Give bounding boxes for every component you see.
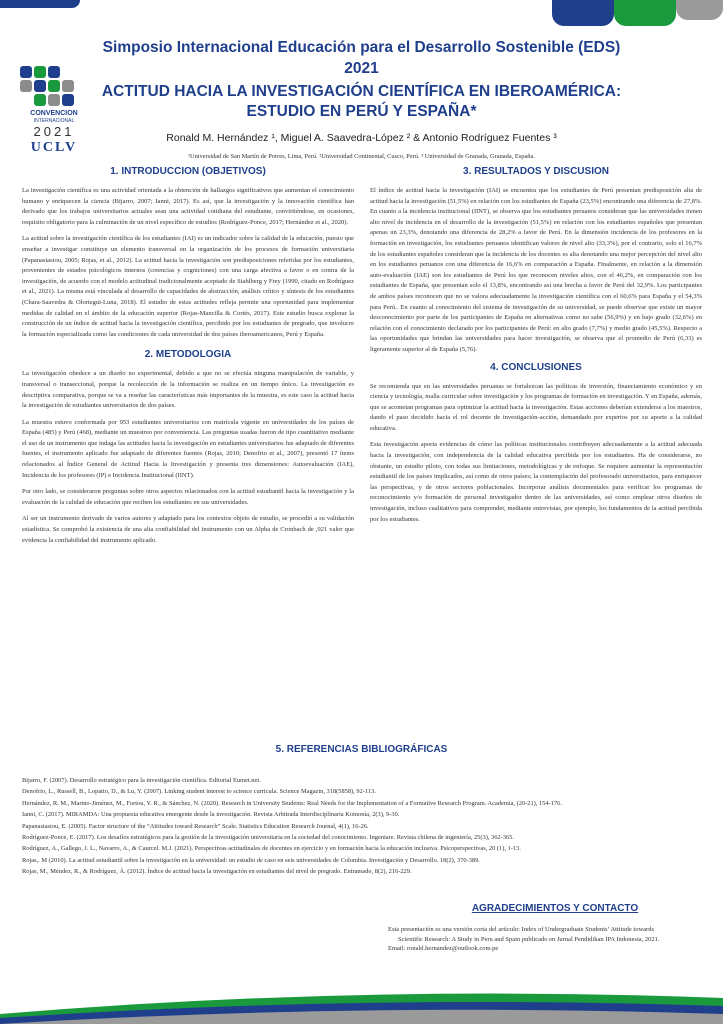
poster-title-line1: ACTITUD HACIA LA INVESTIGACIÓN CIENTÍFICA EN IBEROAMÉRICA: bbox=[101, 83, 622, 100]
reference-item: Bijarro, F. (2007). Desarrollo estratégico para la investigación científica. Editorial Eumet.net. bbox=[22, 777, 261, 784]
results-heading: 3. RESULTADOS Y DISCUSION bbox=[463, 166, 609, 177]
reference-item: Rojas,. M (2010). La actitud estudiantil sobre la investigación en la universidad: un estudio de caso en seis universidades de Colombia. Investigación y Desarrollo. 18(2), 370-389. bbox=[22, 856, 480, 864]
method-paragraph: La muestra estuvo conformada por 953 estudiantes universitarios con matrícula vigente en universidades de los países de España (485) y Perú (468), mediante un muestreo por conveniencia. Las preguntas usadas fueron de tipo cuantitativo mediante el uso de un instrumento que indaga las actitudes hacia la investigación en estudiantes universitarios fue adaptado de diferentes fuentes, el instrumento aplicado fue adaptado de diferentes fuentes (Rojas, 2010; Denofrio et al., 2007), presentó 17 ítems relacionados al Índice General de Actitud Hacia la Investigación y presenta tres dimensiones: Autoevaluación (IAE), Incidencia de los profesores (IP) e Incidencia Institucional (IINT). bbox=[22, 418, 354, 479]
reference-item: Ianni, C. (2017). MIRAMDA: Una propuesta educativa emergente desde la investigación. Revista Arbitrada Interdisciplinaria Koinonía, 2(3), 9-30. bbox=[22, 811, 400, 819]
left-column bbox=[22, 166, 354, 552]
results-paragraph: El índice de actitud hacia la investigación (IAI) se encuentra que los estudiantes de Perú presentan predisposición alta de actitud hacia la investigación (51,5%) en relación con los estudiantes de España (23,5%) encontrando una diferencia de 27,8%. En cuanto a la incidencia institucional (IINT), se observa que los estudiantes peruanos consideran que las universidades tienen alto nivel de incidencia en el desarrollo de la investigación (51,5%) en relación con los estudiantes españoles que presentan apenas un 23,3%, denotando una diferencia de 28,2% a favor de Perú. En la dimensión incidencia de los profesores en la formación en investigación, los estudiantes peruanos identifican valores de nivel alto (33,3%), por el contrario, solo el 16,7% de los estudiantes españoles consideran que la incidencia de los docentes es alta denotando una mejor percepción del nivel alto en los estudiantes peruanos con una diferencia de 16,6% en comparación a España. Finalmente, en relación a la dimensión auto-evaluación (IAE) son los estudiantes de Perú los que reconocen niveles altos, con el 46,2%, en comparación con los estudiantes de España, que presentan solo el 13,8%, encontrando así una brecha a favor de Perú del 32,9%. Los participantes de ambos países reconocen que no se valora adecuadamente la investigación científica con el 60,6% para España y el 54,3% para Perú.. En cuanto al conocimiento del sistema de investigación de su universidad, se puede observar que existe un mayor desconocimiento por parte de los participantes de España en alternativas como no sabe (56,9%) y en bajo grado (32,6%) en relación con el conocimiento declarado por los participantes de Perú: en alto grado (7,7%) y medio grado (45,5%). Respecto a las oportunidades que brindan las universidades para hacer investigación, se observa que el promedio de Perú (6,33) es ligeramente superior al de España (5,76). bbox=[370, 187, 702, 353]
decor-bar-top-gray bbox=[676, 0, 723, 20]
reference-item: Rodríguez-Ponce, E. (2017). Los desafíos estratégicos para la gestión de la investigación universitaria en la sociedad del conocimiento. Ingeniare. Revista chilena de ingeniería, 25(3), 362-365. bbox=[22, 834, 514, 842]
conclusions-paragraph: Esta investigación aporta evidencias de cómo las políticas institucionales contribuyen adecuadamente a la actitud adecuada hacia la investigación, con independencia de la calidad educativa percibida por los estudiantes. Ha de considerarse, no obstante, un estudio piloto, con todas sus limitaciones, metodológicas y de enfoque. Se requiere aumentar la representación estudiantil de los países implicados, así como de otros países; la contemplación del profesorado universitarios, para enriquecer las perspectivas, y de otros sectores poblacionales. Incorporar análisis documentales para verificar los programas de reconocimiento y/o formación de personal investigador dentro de las universidades, así como emplear otros diseños de investigación, incluso cualitativos para comprender, mediante entrevistas, por ejemplo, los fundamentos de la actitud percibida por los estudiantes. bbox=[370, 441, 702, 523]
right-column bbox=[370, 166, 702, 531]
reference-item: Rojas, M., Méndez, R., & Rodríguez, Á. (2012). Índice de actitud hacia la investigación en estudiantes del nivel de pregrado. Entramado, 8(2), 216-229. bbox=[22, 868, 412, 876]
logo-line1: CONVENCION bbox=[30, 110, 78, 117]
decor-bar-top-left bbox=[0, 0, 80, 8]
method-paragraph: Al ser un instrumento derivado de varios autores y adaptado para los contextos objeto de estudio, se procedió a su validación estadística. Se comprobó la existencia de una alta confiabilidad del instrumento con un Alpha de Cronbach de ,921 valor que evidencia la confiabilidad del instrumento aplicado. bbox=[22, 515, 354, 544]
logo-org: UCLV bbox=[30, 140, 78, 155]
logo-line2: INTERNACIONAL bbox=[33, 118, 75, 124]
reference-item: Hernández, R. M., Marino-Jiménez, M., Fortou, Y. R., & Sánchez, N. (2020). Research in University Students: Real Needs for the Implementation of a Formative Research Program. Academia, (20-21), 154-176. bbox=[22, 799, 562, 807]
intro-paragraph: La actitud sobre la investigación científica de los estudiantes (IAI) es un indicador sobre la calidad de la educación, puesto que enseñar a investigar constituye un elemento transversal en la organización de los procesos de formación universitaria (Papanastasiou, 2005; Rojas, et al., 2012). La actitud hacia la investigación son predisposiciones referidas por los estudiantes, provenientes de estados psicológicos internos (creencias y cogniciones) con una carga afectiva a favor o en contra de la investigación, de acuerdo con el modelo actitudinal tradicionalmente aceptado de Stahlberg y Frey (1990, citado en Rodríguez et al., 2021). La misma está vinculada al desarrollo de capacidades de abstracción, análisis crítico y síntesis de los estudiantes (Chara-Saavedra & Olortegui-Luna, 2018). El estudio de estas actitudes refleja permite una oportunidad para implementar medidas de calidad en el ámbito de la educación superior (Rojas-Mancilla & Cortés, 2017). Este estudio busca explorar la construcción de un índice de actitud hacia la investigación científica, percibido por los estudiantes de pregrado, que involucre la formación especializada como las condiciones de cada universidad de dos países iberoamericanos, Perú y España. bbox=[22, 235, 354, 338]
decor-bar-top-blue bbox=[552, 0, 614, 26]
authors: Ronald M. Hernández ¹, Miguel A. Saavedra-López ² & Antonio Rodríguez Fuentes ³ bbox=[166, 132, 557, 144]
references-heading: 5. REFERENCIAS BIBLIOGRÁFICAS bbox=[275, 744, 448, 755]
affiliations: ¹Universidad de San Martín de Porres, Lima, Perú. ²Universidad Continental, Cusco, Perú. ³ Universidad de Granada, Granada, España. bbox=[188, 153, 535, 160]
decor-bar-top-green bbox=[614, 0, 676, 26]
event-year: 2021 bbox=[344, 60, 379, 77]
conclusions-paragraph: Se recomienda que en las universidades peruanas se fortalezcan las políticas de inversión, financiamiento económico y en ciencia y tecnología, malla curricular sobre investigación y los programas de formación en investigación. Y en España, además, que se acometan programas para optimizar la actitud hacia la investigación. Estas acciones deberían extenderse a los maestros, dando el paso decidido hacia el rol docente de investigación-acción, demandado por expertos por su aporte a la calidad educativa. bbox=[370, 382, 702, 432]
poster-title-line2: ESTUDIO EN PERÚ Y ESPAÑA* bbox=[246, 103, 477, 120]
method-heading: 2. METODOLOGIA bbox=[144, 349, 232, 361]
intro-paragraph: La investigación científica es una actividad orientada a la obtención de hallazgos significativos que aumentan el conocimiento humano y enriquecen la ciencia (Bijarro, 2007; Ianni, 2017). Es así, que la investigación y la innovación científica han derivado que los trabajos universitarios actuales sean una actividad cotidiana del estudiante, convirtiéndose, en ocasiones, requisito obligatorio para la culminación de un nivel específico de estudios (Rodríguez-Ponce, 2017; Hernández et al., 2020). bbox=[22, 187, 354, 226]
contact-line1: Esta presentación es una versión corta del artículo: Index of Undergraduate Students’ Attitude towards bbox=[388, 926, 654, 933]
decor-bottom-band bbox=[0, 984, 723, 1024]
contact-line2: Scientific Research: A Study in Peru and Spain publicado en Jurnal Pendidikan IPA Indonesia, 2021. bbox=[398, 935, 660, 943]
logo-year: 2021 bbox=[33, 124, 75, 139]
method-paragraph: La investigación obedece a un diseño no experimental, debido a que no se efectúa ninguna manipulación de variable, y transversal o transeccional, porque la recolección de la información se realiza en un tiempo único. La investigación es descriptiva comparativa, porque se va a reseñar las características más importantes de la muestra, es este caso la actitud hacia la investigación de estudiantes universitarios de dos países. bbox=[22, 370, 354, 410]
intro-heading: 1. INTRODUCCION (OBJETIVOS) bbox=[110, 166, 266, 177]
contact-email[interactable]: Email: ronald.hernandez@outlook.com.pe bbox=[388, 945, 499, 952]
event-title: Simposio Internacional Educación para el Desarrollo Sostenible (EDS) bbox=[102, 39, 621, 56]
contact-block bbox=[388, 925, 710, 954]
reference-item: Rodríguez, A., Gallego, J. L., Navarro, A., & Caurcel. M.J. (2021). Perspectivas actitudinales de docentes en ejercicio y en formación hacia la educación inclusiva. Psicoperspectivas, 20 (1), 1-13. bbox=[22, 845, 521, 853]
conclusions-heading: 4. CONCLUSIONES bbox=[490, 361, 582, 373]
convention-logo bbox=[14, 60, 94, 160]
references-list bbox=[22, 777, 702, 880]
reference-item: Denofrio, L., Russell, B., Lopatto, D., & Lu, Y. (2007). Linking student interest to science curricula. Science Magazin, 318(5858), 92-113. bbox=[22, 788, 376, 796]
reference-item: Papanastasiou, E. (2005). Factor structure of the “Attitudes toward Research” Scale. Statistics Education Research Journal, 4(1), 16-26. bbox=[22, 822, 369, 830]
contact-heading: AGRADECIMIENTOS Y CONTACTO bbox=[471, 903, 639, 914]
method-paragraph: Por otro lado, se consideraron preguntas sobre otros aspectos relacionados con la actitud estudiantil hacia la investigación y la evaluación de la calidad de educación que reciben los estudiantes en sus universidades. bbox=[22, 488, 354, 506]
